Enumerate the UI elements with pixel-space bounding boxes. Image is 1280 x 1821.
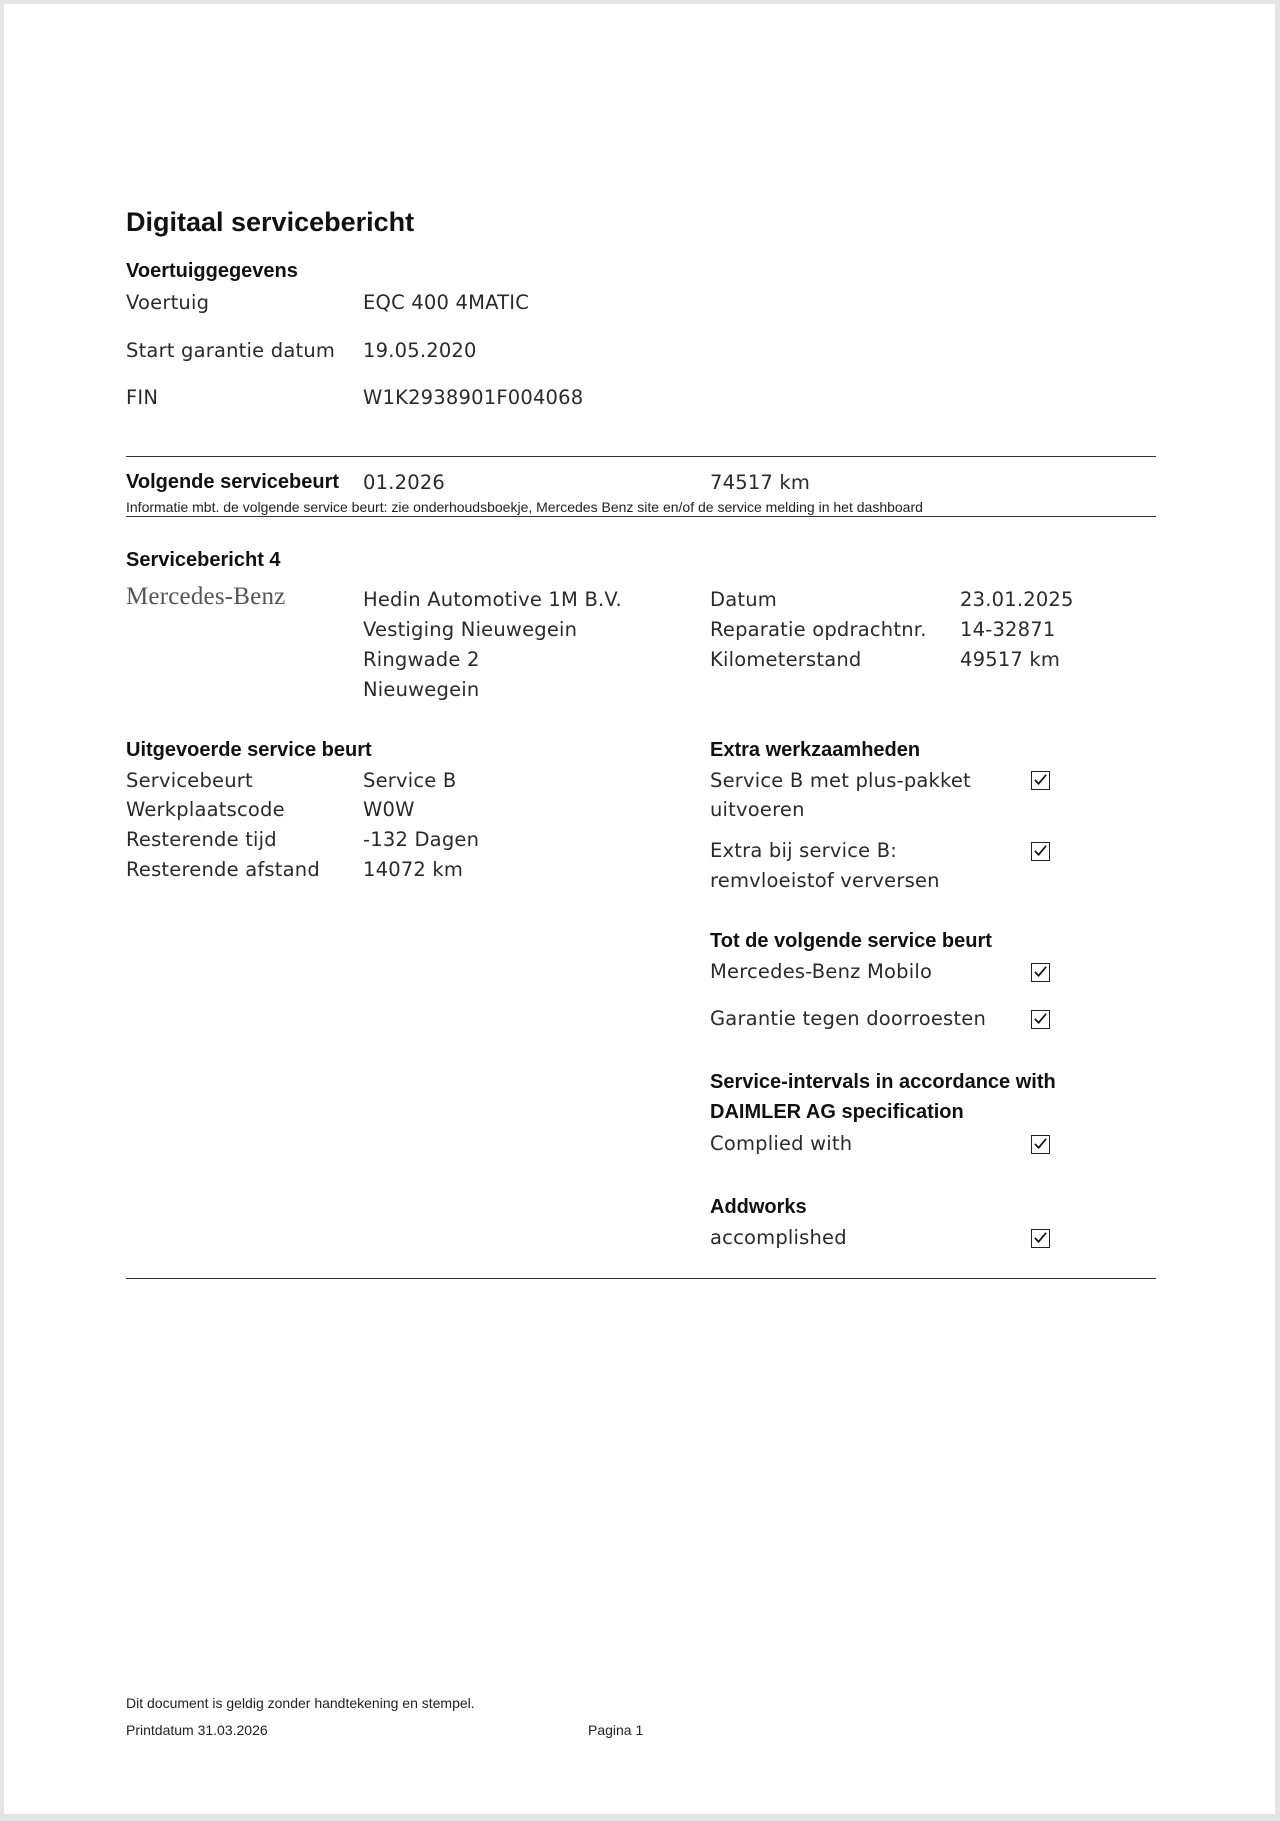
warranty-start-label: Start garantie datum [126, 339, 336, 362]
extra-work-item-2-line1: Extra bij service B: [710, 839, 898, 862]
workshop-code-label: Werkplaatscode [126, 798, 285, 821]
mobilo-checkbox[interactable] [1031, 963, 1050, 982]
divider-top [126, 456, 1156, 457]
repair-order-value: 14-32871 [960, 618, 1056, 641]
checkmark-icon [1033, 964, 1048, 979]
dealer-name: Hedin Automotive 1M B.V. [363, 588, 622, 611]
divider-bottom [126, 1278, 1156, 1279]
vehicle-value: EQC 400 4MATIC [363, 291, 530, 314]
remaining-distance-value: 14072 km [363, 858, 464, 881]
addworks-checkbox[interactable] [1031, 1229, 1050, 1248]
document-title: Digitaal servicebericht [126, 207, 415, 237]
mobilo-label: Mercedes-Benz Mobilo [710, 960, 933, 983]
dealer-branch: Vestiging Nieuwegein [363, 618, 578, 641]
vehicle-label: Voertuig [126, 291, 210, 314]
extra-work-item-2-checkbox[interactable] [1031, 842, 1050, 861]
dealer-city: Nieuwegein [363, 678, 480, 701]
date-value: 23.01.2025 [960, 588, 1074, 611]
workshop-code-value: W0W [363, 798, 415, 821]
divider-next-service [126, 516, 1156, 517]
mileage-label: Kilometerstand [710, 648, 862, 671]
vehicle-section-heading: Voertuiggegevens [126, 260, 298, 282]
extra-work-heading: Extra werkzaamheden [710, 739, 921, 761]
mileage-value: 49517 km [960, 648, 1061, 671]
checkmark-icon [1033, 1230, 1048, 1245]
remaining-time-value: -132 Dagen [363, 828, 480, 851]
next-service-distance: 74517 km [710, 471, 811, 494]
warranty-start-value: 19.05.2020 [363, 339, 477, 362]
intervals-heading-line2: DAIMLER AG specification [710, 1101, 964, 1123]
dealer-street: Ringwade 2 [363, 648, 480, 671]
rust-warranty-label: Garantie tegen doorroesten [710, 1007, 987, 1030]
fin-label: FIN [126, 386, 159, 409]
footer-validity-note: Dit document is geldig zonder handtekening en stempel. [126, 1695, 475, 1711]
addworks-heading: Addworks [710, 1196, 807, 1218]
date-label: Datum [710, 588, 777, 611]
fin-value: W1K2938901F004068 [363, 386, 584, 409]
service-type-value: Service B [363, 769, 457, 792]
extra-work-item-1-line1: Service B met plus-pakket [710, 769, 971, 792]
performed-heading: Uitgevoerde service beurt [126, 739, 372, 761]
intervals-complied-label: Complied with [710, 1132, 853, 1155]
next-service-info: Informatie mbt. de volgende service beurt: zie onderhoudsboekje, Mercedes Benz site en/of de service melding in het dashboard [126, 499, 923, 515]
intervals-heading-line1: Service-intervals in accordance with [710, 1071, 1056, 1093]
service-report-heading: Servicebericht 4 [126, 549, 281, 571]
remaining-distance-label: Resterende afstand [126, 858, 320, 881]
service-type-label: Servicebeurt [126, 769, 253, 792]
mercedes-benz-logo: Mercedes-Benz [126, 583, 286, 610]
next-service-label: Volgende servicebeurt [126, 471, 340, 493]
checkmark-icon [1033, 1011, 1048, 1026]
next-service-date: 01.2026 [363, 471, 446, 494]
remaining-time-label: Resterende tijd [126, 828, 277, 851]
extra-work-item-1-checkbox[interactable] [1031, 771, 1050, 790]
extra-work-item-1-line2: uitvoeren [710, 798, 805, 821]
checkmark-icon [1033, 843, 1048, 858]
checkmark-icon [1033, 772, 1048, 787]
addworks-label: accomplished [710, 1226, 847, 1249]
checkmark-icon [1033, 1136, 1048, 1151]
footer-page-number: Pagina 1 [588, 1722, 644, 1738]
intervals-complied-checkbox[interactable] [1031, 1135, 1050, 1154]
footer-print-date: Printdatum 31.03.2026 [126, 1722, 268, 1738]
extra-work-item-2-line2: remvloeistof verversen [710, 869, 940, 892]
rust-warranty-checkbox[interactable] [1031, 1010, 1050, 1029]
until-next-heading: Tot de volgende service beurt [710, 930, 992, 952]
repair-order-label: Reparatie opdrachtnr. [710, 618, 927, 641]
document-page [4, 4, 1275, 1814]
